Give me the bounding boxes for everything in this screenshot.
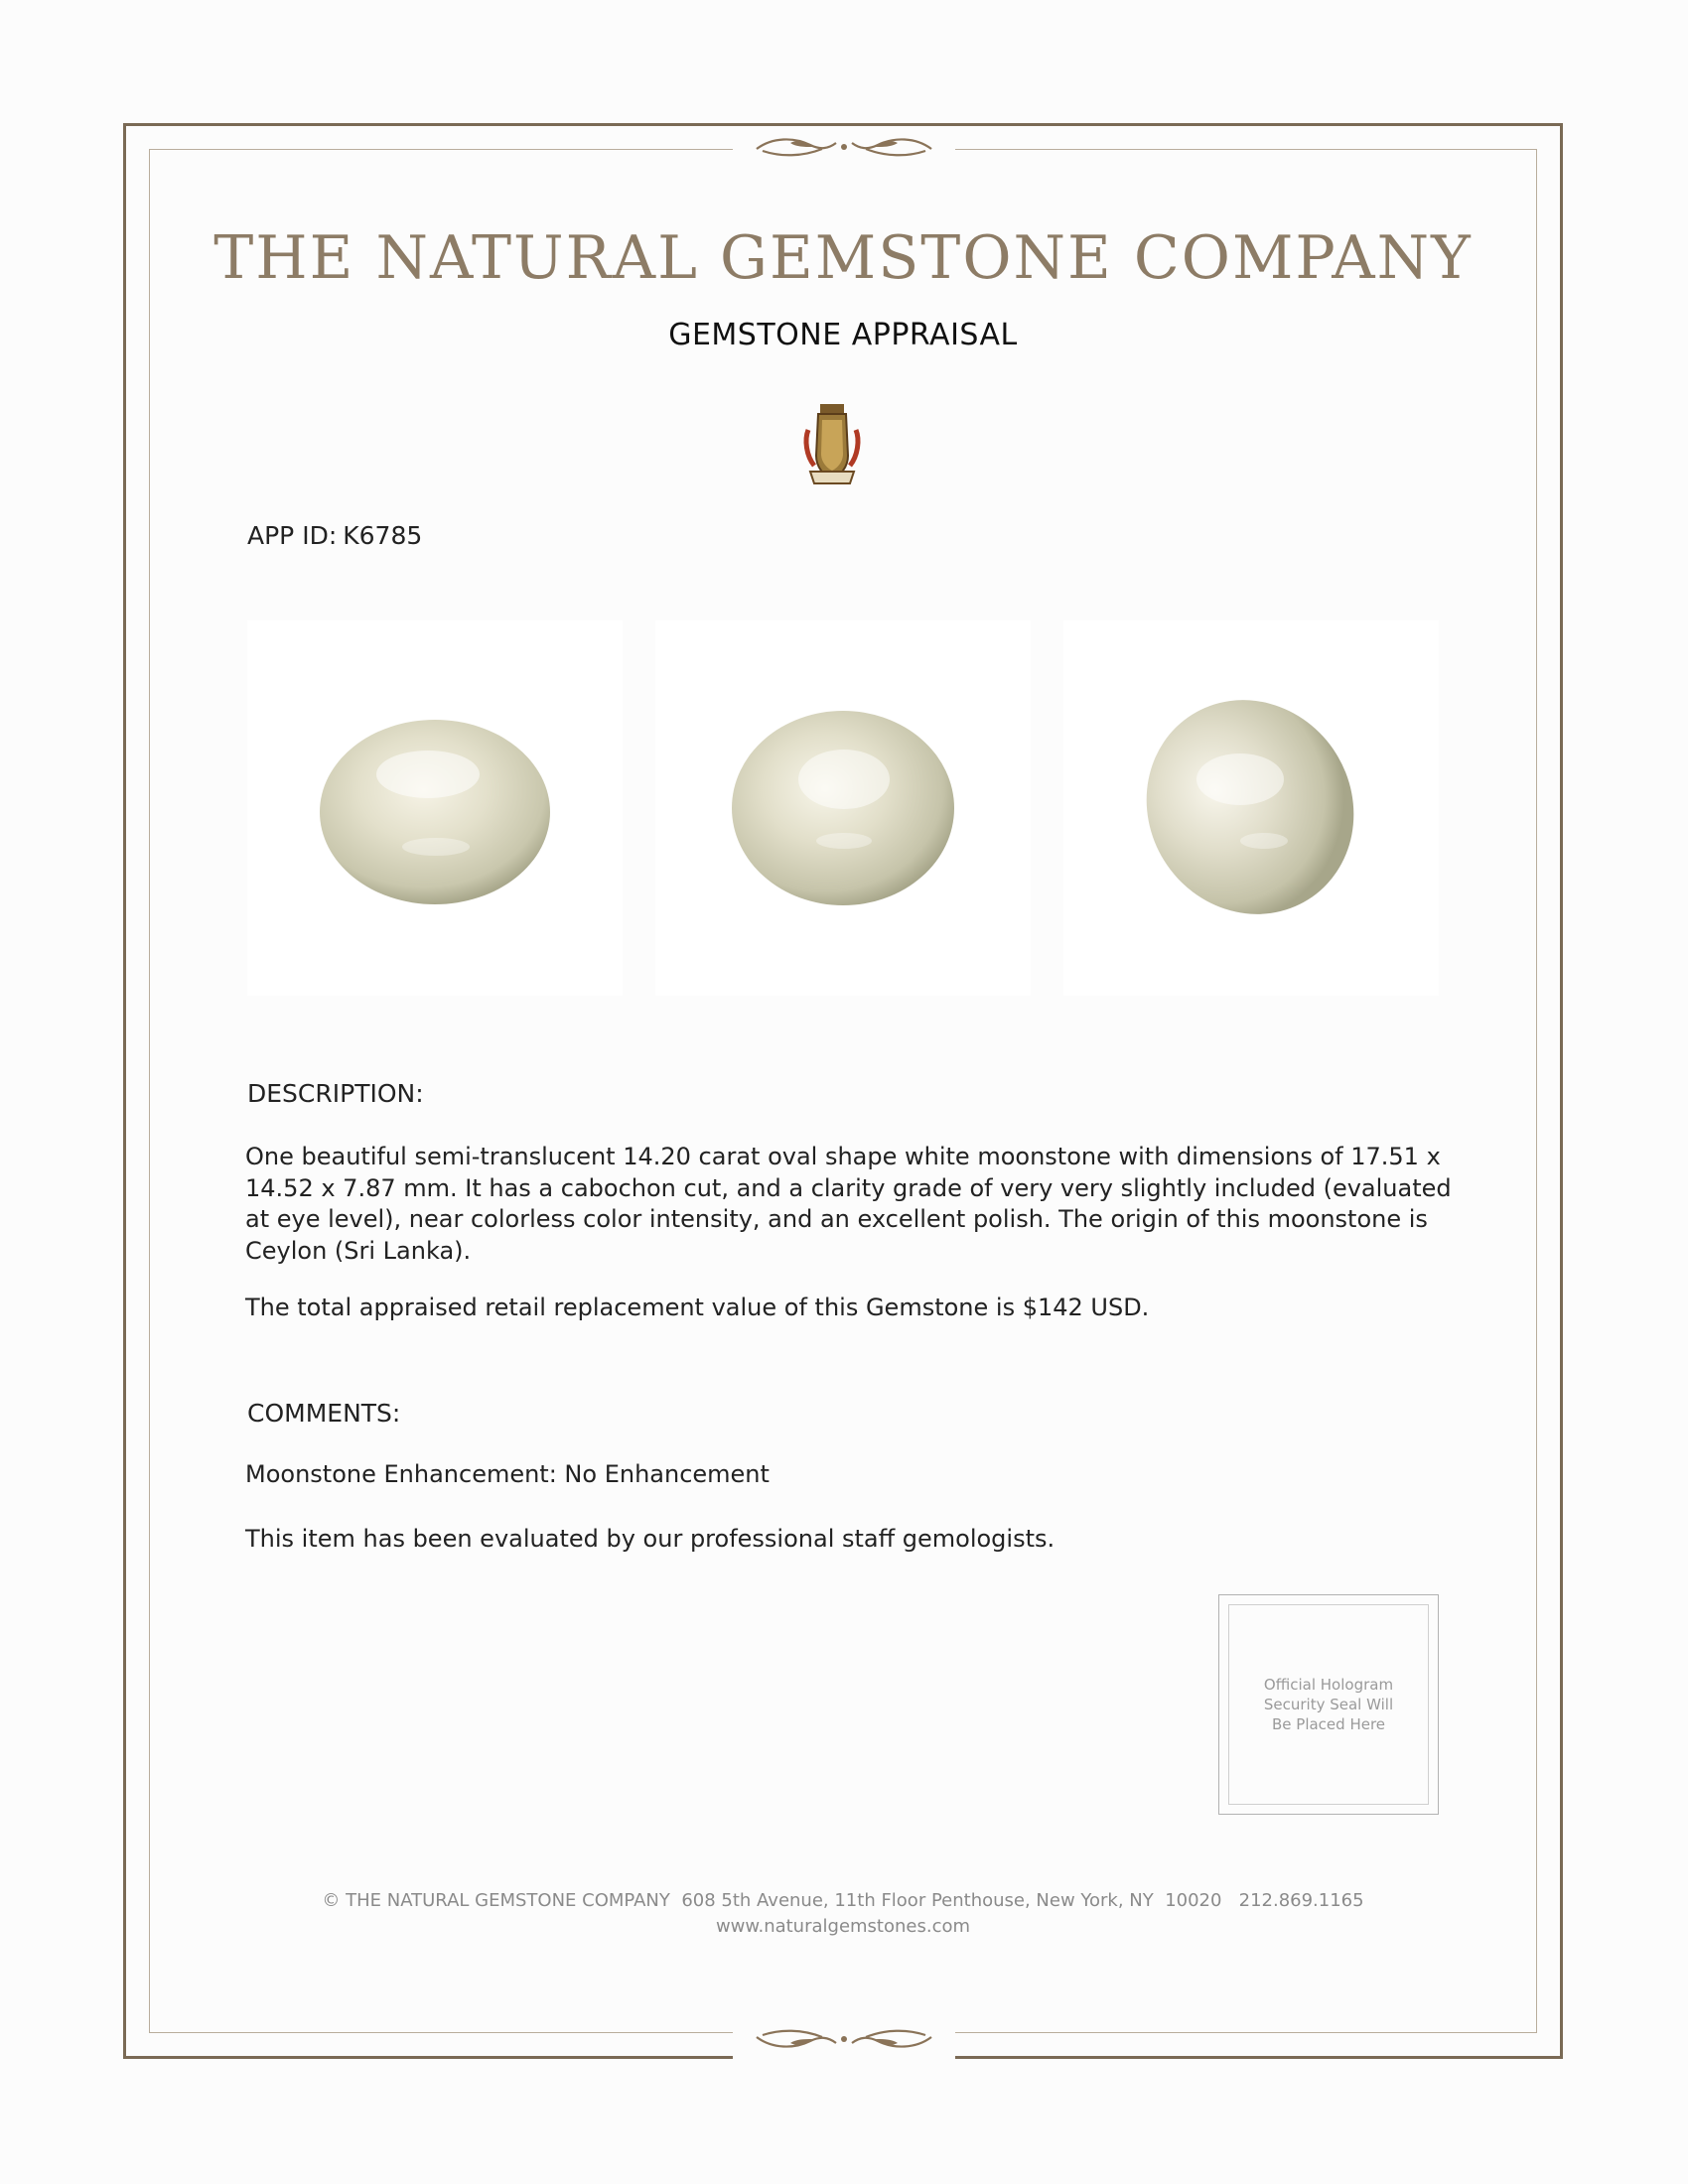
document-title: GEMSTONE APPRAISAL	[668, 318, 1018, 352]
evaluation-note: This item has been evaluated by our professional staff gemologists.	[245, 1525, 1055, 1553]
moonstone-photo-side	[1063, 620, 1439, 996]
moonstone-photo-angled	[655, 620, 1031, 996]
hologram-seal-placeholder	[1218, 1594, 1439, 1815]
app-id	[247, 521, 428, 550]
footer-website: www.naturalgemstones.com	[715, 1916, 971, 1937]
app-id-label: APP ID:	[247, 521, 338, 550]
appraised-value-text: The total appraised retail replacement value of this Gemstone is $142 USD.	[245, 1294, 1150, 1321]
seal-text: Official Hologram Security Seal Will Be Placed Here	[1263, 1676, 1394, 1733]
moonstone-photo-front	[247, 620, 623, 996]
description-text: One beautiful semi-translucent 14.20 carat oval shape white moonstone with dimensions of 17.51 x 14.52 x 7.87 mm. It has a cabochon cut, and a clarity grade of very very slightly included (evaluated at eye level), near colorless color intensity, and an excellent polish. The origin of this moonstone is Ceylon (Sri Lanka).	[245, 1143, 1452, 1265]
enhancement-text: Moonstone Enhancement: No Enhancement	[245, 1460, 770, 1488]
description-heading: DESCRIPTION:	[247, 1079, 424, 1108]
comments-heading: COMMENTS:	[247, 1399, 401, 1428]
bottom-ornament-icon	[733, 2019, 955, 2059]
company-crest-logo	[802, 400, 862, 489]
seal-inner-border	[1228, 1604, 1429, 1805]
top-ornament-icon	[733, 127, 955, 167]
company-name: THE NATURAL GEMSTONE COMPANY	[213, 223, 1473, 293]
app-id-value: K6785	[343, 521, 423, 550]
footer-address: © THE NATURAL GEMSTONE COMPANY 608 5th Avenue, 11th Floor Penthouse, New York, NY 10020 212.869.1165	[322, 1890, 1364, 1911]
